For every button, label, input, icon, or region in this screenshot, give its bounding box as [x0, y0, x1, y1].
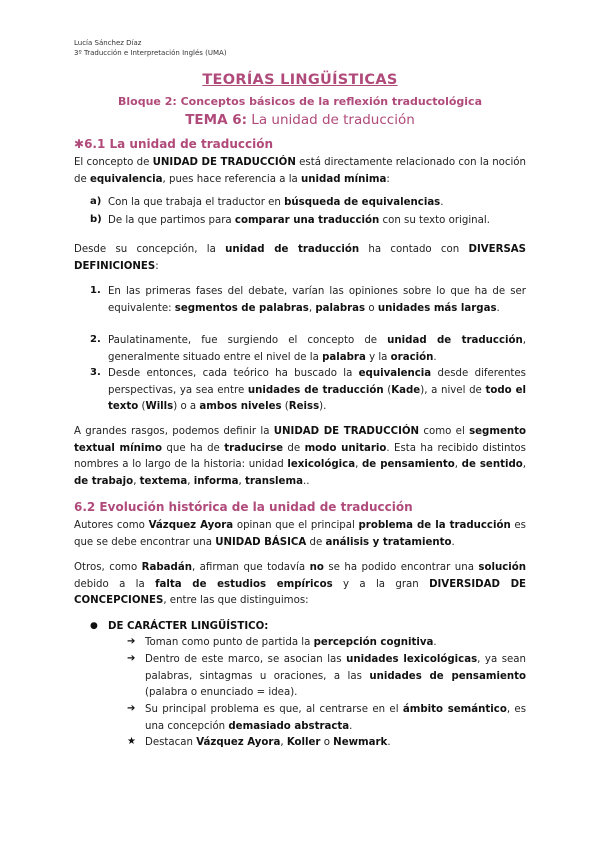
bold-run: Rabadán: [141, 562, 192, 573]
text-run: ,: [133, 475, 140, 487]
bold-run: textema: [139, 475, 188, 487]
text-run: .: [433, 637, 437, 648]
text-run: Con la que trabaja el traductor en: [108, 197, 285, 208]
bold-run: modo unitario: [304, 442, 387, 454]
text-run: Autores como: [74, 520, 149, 531]
text-run: ,: [280, 737, 287, 748]
text-run: .: [433, 351, 437, 363]
text-run: ,: [238, 475, 245, 487]
text-run: ), a nivel de: [420, 384, 486, 396]
bold-run: de sentido: [461, 459, 523, 470]
author-name: Lucía Sánchez Díaz: [74, 39, 142, 47]
bold-run: Vázquez Ayora: [196, 737, 281, 748]
bold-run: ámbito semántico: [402, 704, 507, 715]
bold-run: unidad mínima: [301, 173, 387, 185]
section-6-1-title: 6.1 La unidad de traducción: [84, 137, 273, 151]
arrow-icon: ➔: [127, 703, 136, 714]
text-run: ) o a: [173, 401, 200, 412]
text-run: opinan que el principal: [233, 520, 359, 531]
bold-run: análisis y tratamiento: [325, 536, 452, 548]
bold-run: Reiss: [288, 401, 320, 412]
bold-run: translema: [244, 475, 303, 487]
tema-title: [0, 112, 600, 128]
bold-run: oración: [390, 351, 434, 363]
text-run: De la que partimos para: [108, 215, 235, 226]
text-run: A grandes rasgos, podemos definir la: [74, 426, 274, 437]
text-run: Toman como punto de partida la: [145, 637, 314, 648]
bold-run: unidad de traducción: [387, 335, 523, 346]
text-run: o: [320, 737, 334, 748]
text-run: .: [387, 737, 391, 748]
s1-summary-paragraph: [74, 424, 526, 490]
bold-run: falta de estudios empíricos: [155, 578, 333, 590]
sub-item-4: [145, 735, 526, 752]
list-marker-b: b): [90, 214, 102, 225]
list-marker-2: 2.: [90, 334, 101, 345]
bold-run: lexicológica: [287, 459, 356, 470]
s2-first-paragraph: [74, 518, 526, 551]
bold-run: solución: [478, 562, 526, 573]
text-run: con su texto original.: [379, 215, 490, 226]
text-run: de: [283, 442, 305, 454]
bold-run: Koller: [286, 737, 321, 748]
text-run: .: [451, 536, 455, 548]
s2-second-paragraph: [74, 560, 526, 610]
numbered-item-3: [108, 366, 526, 416]
text-run: :: [155, 260, 159, 272]
text-run: Dentro de este marco, se asocian las: [145, 654, 347, 665]
asterisk-icon: ✱: [74, 137, 85, 151]
text-run: ha contado con: [359, 244, 469, 255]
text-run: . Esta ha recibido distintos nombres a lo largo de la historia: unidad: [74, 442, 526, 470]
bullet-icon: ●: [90, 621, 98, 631]
text-run: debido a la: [74, 578, 156, 590]
text-run: y a la gran: [332, 578, 430, 590]
bold-run: DIVERSAS DEFINICIONES: [74, 244, 527, 272]
numbered-item-2: [108, 333, 526, 366]
text-run: Desde su concepción, la: [74, 244, 226, 255]
bold-run: búsqueda de equivalencias: [284, 197, 441, 208]
text-run: ,: [187, 475, 194, 487]
text-run: es que se debe encontrar una: [74, 520, 526, 548]
bold-run: unidades más largas: [377, 302, 497, 314]
text-run: .: [440, 197, 444, 208]
list-marker-a: a): [90, 196, 102, 207]
arrow-icon: ➔: [127, 636, 136, 647]
section-6-1-heading: [74, 137, 273, 151]
list-item-b: [108, 213, 526, 230]
s1-intro-paragraph: [74, 155, 526, 188]
list-marker-3: 3.: [90, 367, 101, 378]
sub-item-3: [145, 702, 526, 735]
text-run: (: [383, 384, 392, 396]
text-run: desde diferentes perspectivas, ya sea entre: [108, 368, 526, 396]
text-run: (: [138, 401, 146, 412]
text-run: , afirman que todavía: [191, 562, 310, 573]
text-run: (palabra o enunciado = idea).: [145, 687, 298, 698]
bold-run: unidades de pensamiento: [369, 670, 526, 682]
bold-run: Newmark: [333, 737, 388, 748]
bold-run: equivalencia: [358, 368, 432, 379]
text-run: como el: [419, 426, 470, 437]
text-run: .: [349, 720, 353, 732]
bold-run: de trabajo: [74, 475, 134, 487]
bold-run: UNIDAD DE TRADUCCIÓN: [273, 426, 420, 437]
text-run: , generalmente situado entre el nivel de la: [108, 335, 526, 363]
arrow-icon: ➔: [127, 653, 136, 664]
bold-run: no: [309, 562, 324, 573]
bold-run: informa: [193, 475, 239, 487]
list-item-a: [108, 195, 526, 212]
text-run: ,: [454, 459, 462, 470]
star-icon: ★: [127, 736, 136, 747]
numbered-item-1: [108, 284, 526, 317]
bold-run: segmentos de palabras: [174, 302, 309, 314]
bold-run: UNIDAD DE TRADUCCIÓN: [152, 157, 296, 168]
section-6-2-heading: 6.2 Evolución histórica de la unidad de traducción: [74, 500, 413, 514]
bold-run: problema de la traducción: [358, 520, 511, 531]
text-run: que ha de: [162, 442, 225, 454]
bold-run: equivalencia: [89, 173, 163, 185]
text-run: , ya sean palabras, sintagmas u oraciones, a las: [145, 654, 527, 682]
text-run: está directamente relacionado con la noción de: [74, 157, 526, 185]
text-run: ,: [522, 459, 526, 470]
text-run: ).: [319, 401, 327, 412]
block-subtitle: Bloque 2: Conceptos básicos de la reflexión traductológica: [118, 95, 482, 108]
text-run: , es una concepción: [145, 704, 527, 732]
text-run: Paulatinamente, fue surgiendo el concepto de: [108, 335, 388, 346]
bullet-heading-linguistic: DE CARÁCTER LINGÜÍSTICO:: [108, 621, 269, 632]
text-run: Otros, como: [74, 562, 142, 573]
text-run: ,: [308, 302, 316, 314]
bold-run: comparar una traducción: [234, 215, 380, 226]
text-run: Desde entonces, cada teórico ha buscado la: [108, 368, 359, 379]
bold-run: palabra: [322, 351, 366, 363]
text-run: Su principal problema es que, al centrarse en el: [145, 704, 403, 715]
text-run: de: [306, 536, 326, 548]
sub-item-2: [145, 652, 526, 702]
document-title: TEORÍAS LINGÜÍSTICAS: [202, 72, 398, 88]
text-run: y la: [365, 351, 391, 363]
course-name: 3º Traducción e Interpretación Inglés (UMA): [74, 49, 227, 57]
text-run: .: [496, 302, 500, 314]
bold-run: DIVERSIDAD DE CONCEPCIONES: [74, 578, 526, 606]
list-marker-1: 1.: [90, 285, 101, 296]
bold-run: Vázquez Ayora: [148, 520, 234, 531]
text-run: o: [365, 302, 378, 314]
text-run: Destacan: [145, 737, 197, 748]
bold-run: Kade: [391, 384, 421, 396]
bold-run: demasiado abstracta: [228, 720, 350, 732]
bold-run: unidad de traducción: [225, 244, 360, 255]
text-run: ,: [355, 459, 363, 470]
bold-run: unidades de traducción: [247, 384, 384, 396]
author-header: [74, 38, 227, 58]
text-run: ..: [302, 475, 310, 487]
text-run: , entre las que distinguimos:: [163, 595, 309, 606]
text-run: En las primeras fases del debate, varían las opiniones sobre lo que ha de ser equivalente:: [108, 286, 526, 314]
bold-run: segmento textual mínimo: [74, 426, 526, 454]
text-run: se ha podido encontrar una: [323, 562, 479, 573]
tema-label: TEMA 6:: [185, 112, 248, 128]
sub-item-1: [145, 635, 526, 652]
text-run: :: [386, 173, 390, 185]
bold-run: todo el texto: [108, 384, 526, 412]
bold-run: palabras: [315, 302, 366, 314]
text-run: El concepto de: [74, 157, 153, 168]
bold-run: traducirse: [224, 442, 284, 454]
text-run: (: [281, 401, 289, 412]
bold-run: Wills: [145, 401, 174, 412]
text-run: , pues hace referencia a la: [162, 173, 302, 185]
tema-text: La unidad de traducción: [247, 112, 415, 128]
bold-run: de pensamiento: [362, 459, 455, 470]
bold-run: unidades lexicológicas: [346, 654, 478, 665]
bold-run: percepción cognitiva: [313, 637, 434, 648]
bold-run: UNIDAD BÁSICA: [215, 536, 307, 548]
bold-run: ambos niveles: [199, 401, 282, 412]
s1-definitions-paragraph: [74, 242, 526, 275]
